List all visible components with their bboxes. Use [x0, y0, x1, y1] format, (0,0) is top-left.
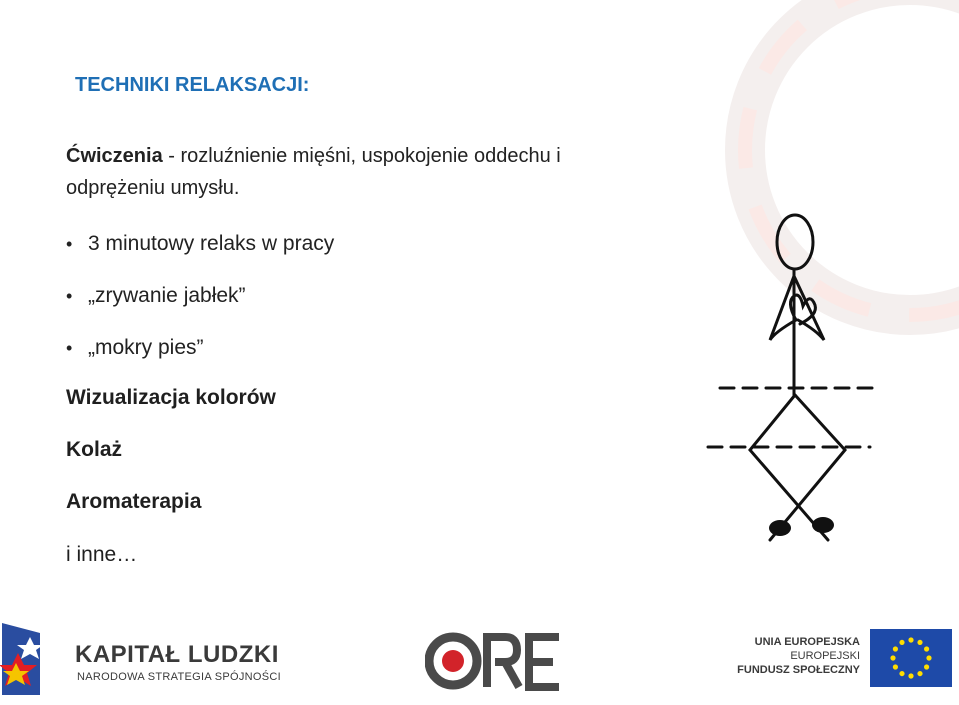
bullet-marker: •: [66, 286, 73, 306]
kapital-ludzki-logo-icon: [0, 615, 60, 695]
eu-star-icon: [917, 671, 922, 676]
ore-logo-text: ORE: [425, 631, 428, 632]
eu-star-icon: [890, 655, 895, 660]
intro-line2: odprężeniu umysłu.: [66, 177, 240, 199]
eu-star-icon: [908, 637, 913, 642]
eu-star-icon: [899, 640, 904, 645]
eu-line-3: FUNDUSZ SPOŁECZNY: [737, 664, 860, 676]
kapital-ludzki-title: KAPITAŁ LUDZKI: [75, 641, 279, 668]
intro-rest: - rozluźnienie mięśni, uspokojenie oddechu i: [162, 145, 561, 167]
kapital-ludzki-subtitle: NARODOWA STRATEGIA SPÓJNOŚCI: [77, 671, 281, 683]
eu-star-icon: [917, 640, 922, 645]
eu-star-icon: [926, 655, 931, 660]
footer: [0, 605, 959, 705]
eu-star-icon: [924, 664, 929, 669]
list-item: [66, 332, 334, 384]
list-item-text: „zrywanie jabłek”: [88, 284, 246, 307]
bullet-marker: •: [66, 234, 73, 254]
list-item-text: „mokry pies”: [88, 336, 204, 359]
technique-visualization: Wizualizacja kolorów: [66, 386, 276, 409]
bullet-marker: •: [66, 338, 73, 358]
list-item: [66, 280, 334, 332]
eu-star-icon: [893, 646, 898, 651]
intro-bold-term: Ćwiczenia: [66, 145, 163, 167]
exercise-list: [66, 228, 334, 384]
eu-star-icon: [899, 671, 904, 676]
list-item: [66, 228, 334, 280]
slide-heading: TECHNIKI RELAKSACJI:: [75, 74, 310, 96]
ore-logo-icon: [425, 631, 565, 691]
eu-flag-icon: [870, 629, 952, 687]
list-item-text: 3 minutowy relaks w pracy: [88, 232, 335, 255]
technique-aromatherapy: Aromaterapia: [66, 490, 202, 513]
eu-text-block: [700, 635, 860, 677]
eu-star-icon: [893, 664, 898, 669]
stick-figure-drawing-icon: [700, 210, 890, 550]
eu-star-icon: [908, 673, 913, 678]
eu-line-2: EUROPEJSKI: [790, 650, 860, 662]
eu-line-1: UNIA EUROPEJSKA: [754, 636, 860, 648]
technique-others: i inne…: [66, 543, 138, 566]
intro-paragraph: [66, 140, 726, 204]
technique-collage: Kolaż: [66, 438, 123, 461]
eu-star-icon: [924, 646, 929, 651]
